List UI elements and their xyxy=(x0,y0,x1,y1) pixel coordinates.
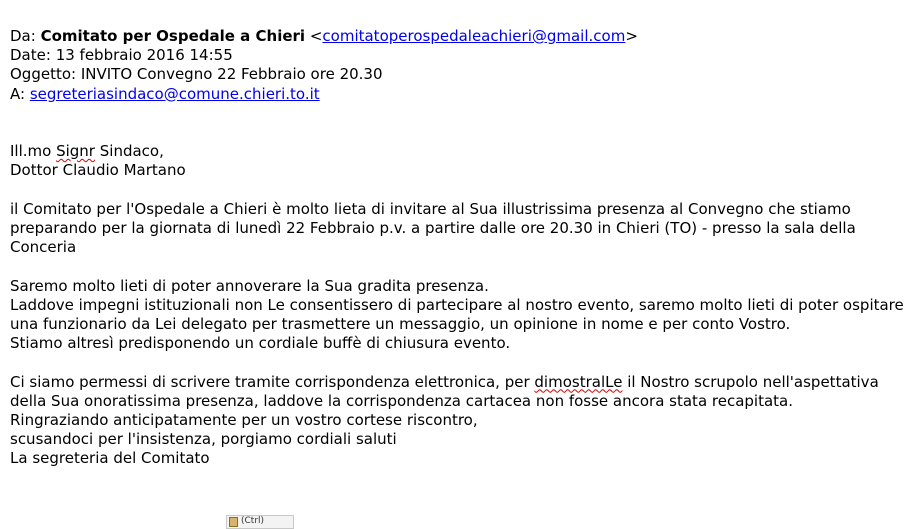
date-value: 13 febbraio 2016 14:55 xyxy=(55,46,233,65)
from-label: Da: xyxy=(10,27,41,45)
paste-options-button[interactable] xyxy=(226,515,294,529)
greeting-line-2: Dottor Claudio Martano xyxy=(10,161,186,180)
paragraph-email-reason-post: il Nostro scrupolo nell'aspettativa della Sua onoratissima presenza, laddove la corrispondenza cartacea non fosse ancora stata recapitata. xyxy=(10,372,879,410)
from-bracket-close: > xyxy=(625,27,638,45)
sender-email-link[interactable]: comitatoperospedaleachieri@gmail.com xyxy=(322,27,626,45)
closing-line-2: scusandoci per l'insistenza, porgiamo cordiali saluti xyxy=(10,430,397,449)
paragraph-email-reason-pre: Ci siamo permessi di scrivere tramite corrispondenza elettronica, per xyxy=(10,372,535,391)
sender-name: Comitato per Ospedale a Chieri xyxy=(40,27,306,45)
spacer xyxy=(10,257,905,276)
misspelled-word[interactable]: dimostralLe xyxy=(534,372,623,391)
greeting-line-1 xyxy=(10,142,905,161)
paragraph-buffet: Stiamo altresì predisponendo un cordiale buffè di chiusura evento. xyxy=(10,334,511,353)
header-subject xyxy=(10,65,905,84)
paste-options-label: (Ctrl) xyxy=(241,516,265,526)
header-date xyxy=(10,46,905,65)
paragraph-email-reason xyxy=(10,373,905,411)
header-from xyxy=(10,27,905,46)
spacer xyxy=(10,353,905,372)
paragraph-delegate: Laddove impegni istituzionali non Le consentissero di partecipare al nostro evento, saremo molto lieti di poter ospitare una funzionario da Lei delegato per trasmettere un messaggio, un opinione in nome e per conto Vostro. xyxy=(10,295,904,333)
email-message xyxy=(10,27,905,469)
subject-value: INVITO Convegno 22 Febbraio ore 20.30 xyxy=(80,65,383,84)
spacer xyxy=(10,181,905,200)
from-bracket-open: < xyxy=(305,27,323,45)
to-label: A: xyxy=(10,84,30,103)
subject-label: Oggetto: xyxy=(10,65,81,84)
closing-line-1: Ringraziando anticipatamente per un vostro cortese riscontro, xyxy=(10,411,478,429)
misspelled-word[interactable]: Signr xyxy=(56,142,95,161)
greeting-post: Sindaco, xyxy=(94,142,164,161)
spacer xyxy=(10,104,905,142)
clipboard-icon xyxy=(229,517,238,527)
header-to xyxy=(10,85,905,104)
paragraph-presence: Saremo molto lieti di poter annoverare la Sua gradita presenza. xyxy=(10,276,489,295)
recipient-email-link[interactable]: segreteriasindaco@comune.chieri.to.it xyxy=(29,84,320,103)
date-label: Date: xyxy=(10,46,56,65)
greeting-pre: Ill.mo xyxy=(10,142,57,161)
signature: La segreteria del Comitato xyxy=(10,449,210,468)
paragraph-invitation: il Comitato per l'Ospedale a Chieri è molto lieta di invitare al Sua illustrissima presenza al Convegno che stiamo preparando per la giornata di lunedì 22 Febbraio p.v. a partire dalle ore 20.30 in Chieri (TO) - presso la sala della Conceria xyxy=(10,199,856,257)
